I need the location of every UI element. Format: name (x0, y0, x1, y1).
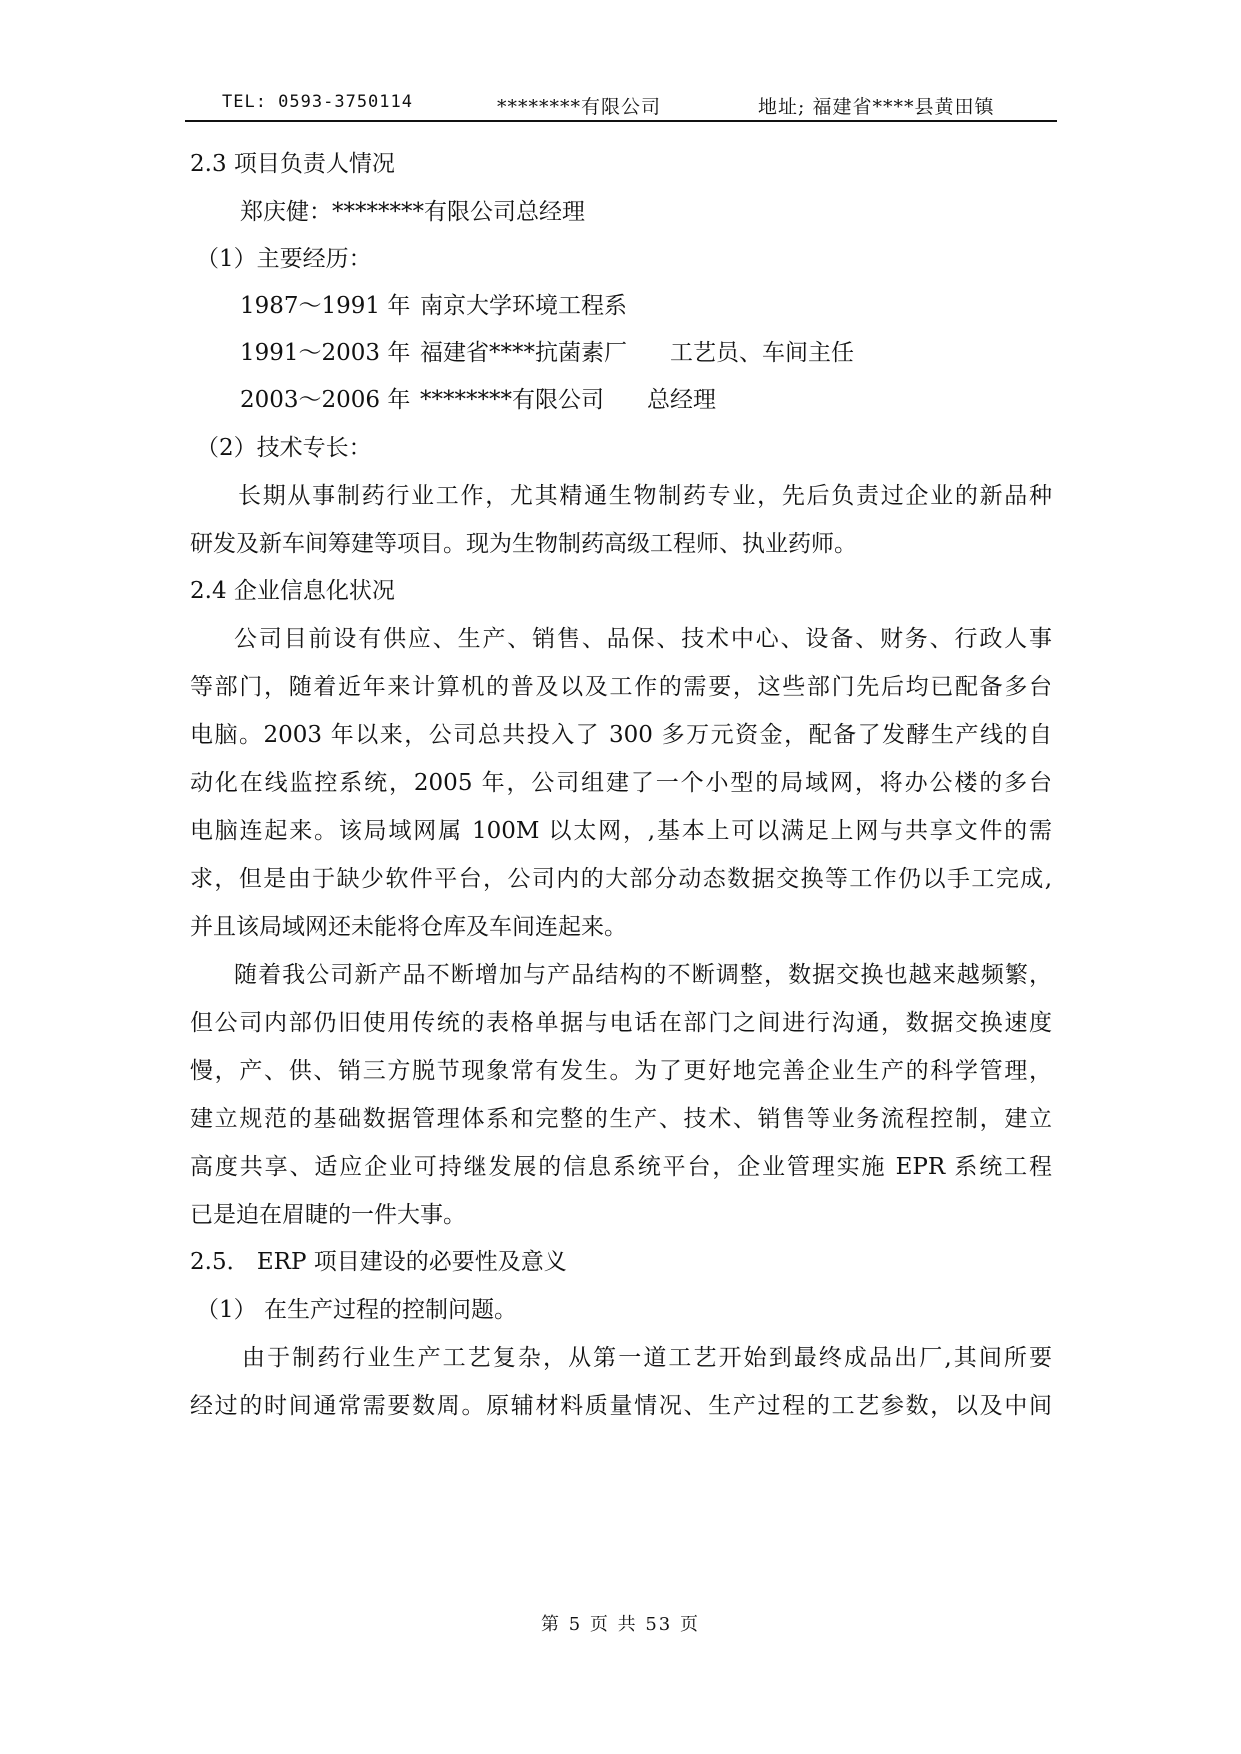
experience-role-2: 工艺员、车间主任 (670, 340, 854, 366)
para1-line-1: 公司目前设有供应、生产、销售、品保、技术中心、设备、财务、行政人事 (234, 626, 1052, 652)
experience-org-1: 南京大学环境工程系 (420, 293, 627, 319)
person-line: 郑庆健：********有限公司总经理 (240, 199, 585, 225)
experience-org-2: 福建省****抗菌素厂 (420, 340, 627, 366)
page-number: 第 5 页 共 53 页 (541, 1614, 700, 1635)
para2-line-6: 已是迫在眉睫的一件大事。 (190, 1202, 466, 1228)
para1-line-2: 等部门，随着近年来计算机的普及以及工作的需要，这些部门先后均已配备多台 (190, 674, 1052, 700)
experience-label: （1）主要经历： (196, 246, 372, 272)
header-address: 地址; 福建省****县黄田镇 (758, 96, 995, 118)
para2-line-1: 随着我公司新产品不断增加与产品结构的不断调整，数据交换也越来越频繁， (234, 962, 1052, 988)
experience-org-3: ********有限公司 (420, 387, 604, 413)
expertise-line-1: 长期从事制药行业工作，尤其精通生物制药专业，先后负责过企业的新品种 (238, 483, 1052, 509)
para2-line-2: 但公司内部仍旧使用传统的表格单据与电话在部门之间进行沟通，数据交换速度 (190, 1010, 1052, 1036)
experience-period-1: 1987～1991 年 (240, 293, 411, 319)
expertise-label: （2）技术专长： (196, 435, 372, 461)
experience-period-2: 1991～2003 年 (240, 340, 411, 366)
para1-line-6: 求，但是由于缺少软件平台，公司内的大部分动态数据交换等工作仍以手工完成, (190, 866, 1052, 892)
section-heading-2-3: 2.3 项目负责人情况 (190, 151, 395, 177)
experience-period-3: 2003～2006 年 (240, 387, 411, 413)
experience-role-3: 总经理 (647, 387, 716, 413)
para1-line-4: 动化在线监控系统，2005 年，公司组建了一个小型的局域网，将办公楼的多台 (190, 770, 1052, 796)
header-divider (185, 120, 1057, 122)
section-heading-2-5: 2.5． ERP 项目建设的必要性及意义 (190, 1249, 567, 1275)
expertise-line-2: 研发及新车间筹建等项目。现为生物制药高级工程师、执业药师。 (190, 531, 857, 557)
para1-line-7: 并且该局域网还未能将仓库及车间连起来。 (190, 914, 627, 940)
header-tel: TEL: 0593-3750114 (222, 92, 413, 112)
section-heading-2-4: 2.4 企业信息化状况 (190, 578, 395, 604)
para2-line-3: 慢，产、供、销三方脱节现象常有发生。为了更好地完善企业生产的科学管理， (190, 1058, 1052, 1084)
para3-line-2: 经过的时间通常需要数周。原辅材料质量情况、生产过程的工艺参数，以及中间 (190, 1393, 1052, 1419)
item1-label: （1） 在生产过程的控制问题。 (196, 1297, 517, 1323)
page-header (185, 92, 1057, 118)
para1-line-5: 电脑连起来。该局域网属 100M 以太网，,基本上可以满足上网与共享文件的需 (190, 818, 1052, 844)
para1-line-3: 电脑。2003 年以来，公司总共投入了 300 多万元资金，配备了发酵生产线的自 (190, 722, 1052, 748)
para2-line-5: 高度共享、适应企业可持继发展的信息系统平台，企业管理实施 EPR 系统工程 (190, 1154, 1052, 1180)
para2-line-4: 建立规范的基础数据管理体系和完整的生产、技术、销售等业务流程控制，建立 (190, 1106, 1052, 1132)
para3-line-1: 由于制药行业生产工艺复杂，从第一道工艺开始到最终成品出厂,其间所要 (242, 1345, 1052, 1371)
header-company: ********有限公司 (497, 96, 662, 118)
